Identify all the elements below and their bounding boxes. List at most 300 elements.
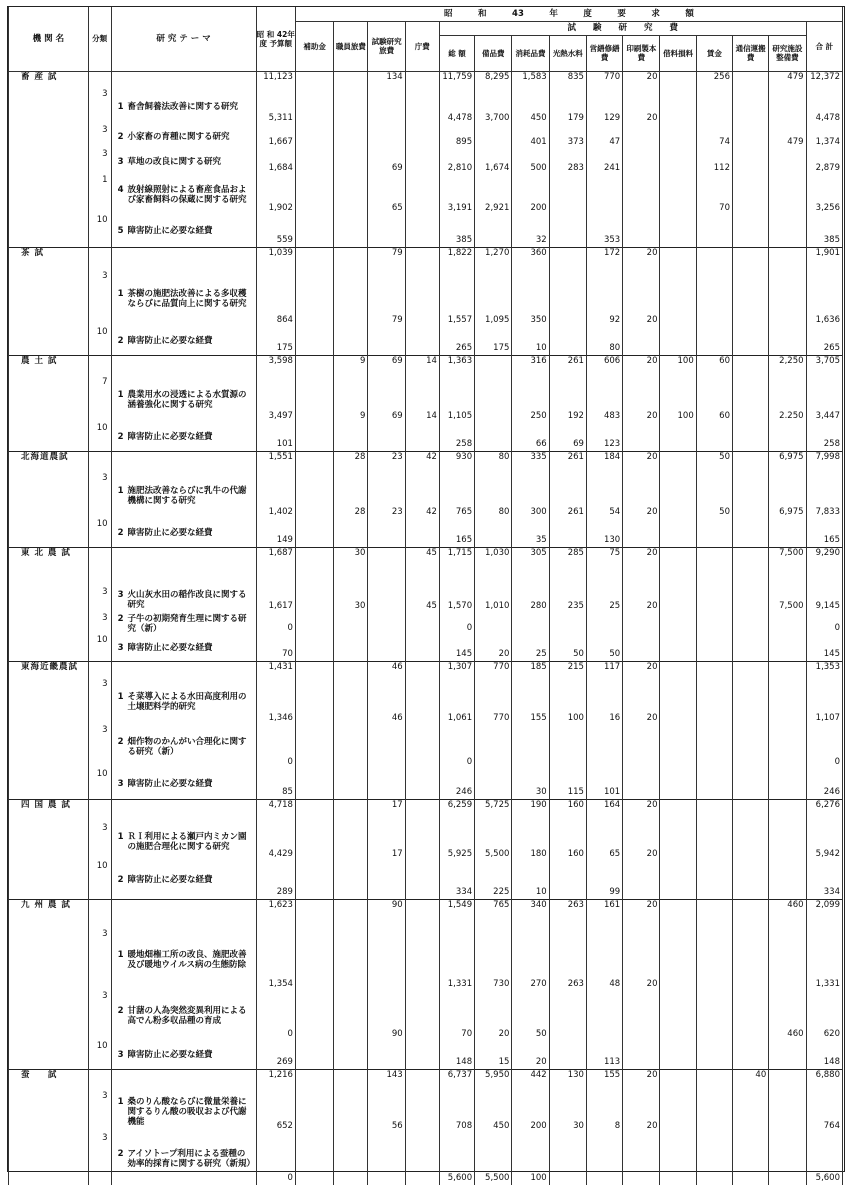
cell-shokuin bbox=[334, 635, 368, 661]
cell-sogaku: 1,822 bbox=[439, 247, 474, 271]
cell-sogaku: 148 bbox=[439, 1041, 474, 1069]
cell-konetsu: 235 bbox=[549, 587, 586, 613]
cell-chohi bbox=[405, 215, 439, 247]
cell-chingin bbox=[696, 327, 732, 355]
cell-shokuin bbox=[334, 725, 368, 769]
cell-tsushin bbox=[732, 355, 768, 377]
theme-row bbox=[9, 149, 843, 175]
cell-tsushin bbox=[732, 613, 768, 635]
cell-hojokin bbox=[295, 175, 333, 215]
theme-row bbox=[9, 991, 843, 1041]
cell-insatsu: 20 bbox=[623, 679, 660, 725]
cell-chohi bbox=[405, 725, 439, 769]
cell-sogaku: 1,307 bbox=[439, 661, 474, 679]
cell-chohi bbox=[405, 769, 439, 799]
cell-chingin bbox=[696, 519, 732, 547]
theme-cell bbox=[111, 215, 256, 247]
theme-row bbox=[9, 1133, 843, 1185]
cell-chohi bbox=[405, 175, 439, 215]
empty-cell bbox=[9, 423, 89, 451]
cell-shisetsu bbox=[769, 327, 806, 355]
cell-yosan: 652 bbox=[256, 1091, 295, 1133]
cell-eizen: 155 bbox=[586, 1069, 622, 1091]
cell-shiken bbox=[368, 327, 405, 355]
cell-shomo bbox=[512, 613, 549, 635]
theme-text: 農業用水の浸透による水質源の涵養強化に関する研究 bbox=[127, 390, 247, 410]
cell-bihin: 770 bbox=[475, 661, 512, 679]
cell-shomo: 180 bbox=[512, 823, 549, 861]
cell-shisetsu: 479 bbox=[769, 125, 806, 149]
theme-cell bbox=[111, 991, 256, 1041]
cell-eizen: 8 bbox=[586, 1091, 622, 1133]
theme-text: 障害防止に必要な経費 bbox=[127, 642, 213, 653]
theme-number: 1 bbox=[117, 692, 124, 702]
cell-shiryo bbox=[660, 451, 696, 473]
cell-konetsu: 100 bbox=[549, 679, 586, 725]
header-shiken-kenkyu: 試験研究旅費 bbox=[368, 21, 405, 71]
institution-total-row bbox=[9, 355, 843, 377]
header-chohi: 庁費 bbox=[405, 21, 439, 71]
theme-cell bbox=[111, 149, 256, 175]
cell-bihin bbox=[475, 377, 512, 423]
theme-text: 畑作物のかんがい合理化に関する研究（新） bbox=[127, 737, 247, 757]
cell-tsushin bbox=[732, 861, 768, 899]
cell-yosan: 1,551 bbox=[256, 451, 295, 473]
cell-gokei: 3,447 bbox=[806, 377, 842, 423]
theme-number: 3 bbox=[117, 157, 124, 167]
cell-sogaku: 6,737 bbox=[439, 1069, 474, 1091]
cell-shokuin: 28 bbox=[334, 473, 368, 519]
cell-chohi bbox=[405, 1133, 439, 1185]
cell-yosan: 3,497 bbox=[256, 377, 295, 423]
cell-yosan: 70 bbox=[256, 635, 295, 661]
cell-shisetsu bbox=[769, 271, 806, 327]
cell-gokei: 9,145 bbox=[806, 587, 842, 613]
cell-shomo bbox=[512, 725, 549, 769]
cell-gokei: 246 bbox=[806, 769, 842, 799]
cell-shomo: 10 bbox=[512, 327, 549, 355]
cell-hojokin bbox=[295, 1133, 333, 1185]
cell-eizen: 161 bbox=[586, 899, 622, 929]
cell-shiken bbox=[368, 423, 405, 451]
cell-sogaku: 6,259 bbox=[439, 799, 474, 823]
bunrui-code: 7 bbox=[88, 377, 111, 423]
cell-eizen: 129 bbox=[586, 89, 622, 125]
cell-tsushin bbox=[732, 327, 768, 355]
cell-chingin: 50 bbox=[696, 451, 732, 473]
bunrui-code: 3 bbox=[88, 271, 111, 327]
cell-konetsu bbox=[549, 215, 586, 247]
cell-shiken: 17 bbox=[368, 823, 405, 861]
cell-shokuin bbox=[334, 89, 368, 125]
cell-tsushin bbox=[732, 215, 768, 247]
cell-insatsu: 20 bbox=[623, 1069, 660, 1091]
cell-tsushin bbox=[732, 175, 768, 215]
cell-chingin bbox=[696, 587, 732, 613]
cell-shiken bbox=[368, 613, 405, 635]
cell-konetsu: 50 bbox=[549, 635, 586, 661]
cell-sogaku: 265 bbox=[439, 327, 474, 355]
cell-gokei: 1,374 bbox=[806, 125, 842, 149]
institution-name: 北海道農試 bbox=[9, 451, 89, 473]
cell-eizen: 130 bbox=[586, 519, 622, 547]
cell-insatsu: 20 bbox=[623, 89, 660, 125]
theme-text: 障害防止に必要な経費 bbox=[127, 225, 213, 236]
cell-shiryo bbox=[660, 929, 696, 991]
cell-tsushin bbox=[732, 271, 768, 327]
cell-shokuin bbox=[334, 175, 368, 215]
cell-yosan: 1,216 bbox=[256, 1069, 295, 1091]
cell-bihin: 5,500 bbox=[475, 823, 512, 861]
institution-name: 九 州 農 試 bbox=[9, 899, 89, 929]
theme-number: 4 bbox=[117, 185, 124, 195]
theme-text: 小家畜の育種に関する研究 bbox=[127, 132, 230, 142]
cell-chohi bbox=[405, 519, 439, 547]
cell-bihin bbox=[475, 215, 512, 247]
cell-bihin: 1,010 bbox=[475, 587, 512, 613]
cell-eizen: 92 bbox=[586, 271, 622, 327]
cell-shomo: 335 bbox=[512, 451, 549, 473]
cell-shomo: 35 bbox=[512, 519, 549, 547]
cell-gokei: 3,256 bbox=[806, 175, 842, 215]
cell-shiryo bbox=[660, 1133, 696, 1185]
theme-row bbox=[9, 587, 843, 613]
empty-cell bbox=[88, 799, 111, 823]
cell-yosan: 4,718 bbox=[256, 799, 295, 823]
cell-insatsu bbox=[623, 327, 660, 355]
theme-cell bbox=[111, 125, 256, 149]
cell-yosan: 1,039 bbox=[256, 247, 295, 271]
cell-shokuin: 9 bbox=[334, 355, 368, 377]
bunrui-code: 3 bbox=[88, 929, 111, 991]
cell-hojokin bbox=[295, 1069, 333, 1091]
cell-gokei: 9,290 bbox=[806, 547, 842, 587]
cell-gokei: 6,880 bbox=[806, 1069, 842, 1091]
cell-bihin: 1,095 bbox=[475, 271, 512, 327]
theme-cell bbox=[111, 377, 256, 423]
cell-hojokin bbox=[295, 149, 333, 175]
cell-shisetsu bbox=[769, 1091, 806, 1133]
cell-chingin bbox=[696, 899, 732, 929]
cell-eizen bbox=[586, 175, 622, 215]
cell-insatsu bbox=[623, 125, 660, 149]
theme-row bbox=[9, 725, 843, 769]
cell-shiken bbox=[368, 769, 405, 799]
cell-yosan: 149 bbox=[256, 519, 295, 547]
cell-chohi: 14 bbox=[405, 355, 439, 377]
header-theme: 研 究 テ ー マ bbox=[111, 7, 256, 71]
cell-chingin bbox=[696, 1091, 732, 1133]
empty-cell bbox=[88, 547, 111, 587]
cell-chohi: 14 bbox=[405, 377, 439, 423]
empty-cell bbox=[9, 725, 89, 769]
cell-sogaku: 1,105 bbox=[439, 377, 474, 423]
cell-insatsu: 20 bbox=[623, 71, 660, 89]
cell-eizen: 117 bbox=[586, 661, 622, 679]
cell-shiryo: 100 bbox=[660, 355, 696, 377]
empty-cell bbox=[9, 679, 89, 725]
cell-insatsu bbox=[623, 519, 660, 547]
cell-shokuin bbox=[334, 861, 368, 899]
cell-konetsu: 215 bbox=[549, 661, 586, 679]
cell-eizen bbox=[586, 613, 622, 635]
theme-number: 2 bbox=[117, 335, 124, 346]
cell-hojokin bbox=[295, 613, 333, 635]
cell-yosan: 0 bbox=[256, 725, 295, 769]
theme-cell bbox=[111, 613, 256, 635]
cell-shiryo bbox=[660, 247, 696, 271]
bunrui-code: 10 bbox=[88, 635, 111, 661]
cell-shiken bbox=[368, 635, 405, 661]
cell-sogaku: 708 bbox=[439, 1091, 474, 1133]
institution-name: 蚕 試 bbox=[9, 1069, 89, 1091]
cell-bihin: 225 bbox=[475, 861, 512, 899]
cell-sogaku: 1,331 bbox=[439, 929, 474, 991]
cell-shisetsu: 460 bbox=[769, 991, 806, 1041]
theme-number: 2 bbox=[117, 874, 124, 885]
cell-shokuin bbox=[334, 1091, 368, 1133]
theme-cell bbox=[111, 423, 256, 451]
cell-chohi bbox=[405, 929, 439, 991]
cell-yosan: 4,429 bbox=[256, 823, 295, 861]
header-bihin: 備品費 bbox=[475, 35, 512, 71]
empty-cell bbox=[9, 175, 89, 215]
theme-cell bbox=[111, 473, 256, 519]
bunrui-code: 3 bbox=[88, 149, 111, 175]
cell-insatsu: 20 bbox=[623, 823, 660, 861]
cell-shokuin: 9 bbox=[334, 377, 368, 423]
bunrui-code: 10 bbox=[88, 215, 111, 247]
header-showa43: 昭 和 43 年 度 要 求 額 bbox=[295, 7, 842, 21]
cell-shiryo bbox=[660, 125, 696, 149]
header-sogaku: 総 額 bbox=[439, 35, 474, 71]
cell-insatsu: 20 bbox=[623, 1091, 660, 1133]
empty-cell bbox=[9, 823, 89, 861]
theme-cell bbox=[111, 769, 256, 799]
theme-text: 子牛の初期発育生理に関する研究（新） bbox=[127, 614, 247, 634]
cell-konetsu bbox=[549, 613, 586, 635]
cell-shiryo bbox=[660, 71, 696, 89]
empty-cell bbox=[9, 271, 89, 327]
cell-sogaku: 1,363 bbox=[439, 355, 474, 377]
cell-eizen bbox=[586, 1133, 622, 1185]
cell-gokei: 764 bbox=[806, 1091, 842, 1133]
cell-sogaku: 895 bbox=[439, 125, 474, 149]
cell-hojokin bbox=[295, 327, 333, 355]
cell-sogaku: 385 bbox=[439, 215, 474, 247]
cell-insatsu: 20 bbox=[623, 247, 660, 271]
bunrui-code: 10 bbox=[88, 423, 111, 451]
header-shiryo: 借料損料 bbox=[660, 35, 696, 71]
cell-shiken: 69 bbox=[368, 355, 405, 377]
cell-bihin bbox=[475, 613, 512, 635]
cell-konetsu: 69 bbox=[549, 423, 586, 451]
cell-hojokin bbox=[295, 519, 333, 547]
empty-cell bbox=[9, 327, 89, 355]
cell-sogaku: 5,925 bbox=[439, 823, 474, 861]
cell-shomo: 500 bbox=[512, 149, 549, 175]
cell-hojokin bbox=[295, 247, 333, 271]
cell-eizen: 48 bbox=[586, 929, 622, 991]
cell-shisetsu bbox=[769, 823, 806, 861]
cell-konetsu bbox=[549, 271, 586, 327]
cell-shomo: 200 bbox=[512, 1091, 549, 1133]
cell-gokei: 7,833 bbox=[806, 473, 842, 519]
cell-chohi bbox=[405, 899, 439, 929]
cell-shomo: 200 bbox=[512, 175, 549, 215]
cell-chohi bbox=[405, 271, 439, 327]
cell-hojokin bbox=[295, 769, 333, 799]
empty-cell bbox=[111, 547, 256, 587]
theme-row bbox=[9, 769, 843, 799]
cell-gokei: 1,353 bbox=[806, 661, 842, 679]
cell-shiryo bbox=[660, 519, 696, 547]
cell-yosan: 559 bbox=[256, 215, 295, 247]
cell-hojokin bbox=[295, 725, 333, 769]
cell-shomo: 155 bbox=[512, 679, 549, 725]
cell-chingin bbox=[696, 679, 732, 725]
cell-shiken: 56 bbox=[368, 1091, 405, 1133]
cell-shiryo bbox=[660, 635, 696, 661]
cell-chohi bbox=[405, 635, 439, 661]
cell-shisetsu bbox=[769, 1069, 806, 1091]
theme-text: アイソトープ利用による蚕種の効率的採育に関する研究（新規） bbox=[127, 1149, 256, 1169]
theme-number: 1 bbox=[117, 486, 124, 496]
empty-cell bbox=[111, 355, 256, 377]
cell-tsushin bbox=[732, 679, 768, 725]
theme-row bbox=[9, 423, 843, 451]
cell-shiryo bbox=[660, 991, 696, 1041]
theme-number: 5 bbox=[117, 225, 124, 236]
cell-shiryo bbox=[660, 327, 696, 355]
cell-chingin bbox=[696, 423, 732, 451]
cell-shisetsu bbox=[769, 769, 806, 799]
cell-gokei: 2,099 bbox=[806, 899, 842, 929]
cell-konetsu: 179 bbox=[549, 89, 586, 125]
theme-number: 3 bbox=[117, 642, 124, 653]
cell-chingin bbox=[696, 1069, 732, 1091]
bunrui-code: 3 bbox=[88, 125, 111, 149]
header-shokuin: 職員旅費 bbox=[334, 21, 368, 71]
cell-shiryo bbox=[660, 899, 696, 929]
cell-shisetsu: 7,500 bbox=[769, 587, 806, 613]
cell-yosan: 864 bbox=[256, 271, 295, 327]
theme-number: 2 bbox=[117, 527, 124, 538]
cell-shiryo bbox=[660, 661, 696, 679]
theme-text: ＲＩ利用による瀬戸内ミカン園の施肥合理化に関する研究 bbox=[127, 832, 247, 852]
cell-eizen: 50 bbox=[586, 635, 622, 661]
cell-insatsu bbox=[623, 861, 660, 899]
cell-konetsu: 263 bbox=[549, 899, 586, 929]
cell-konetsu bbox=[549, 519, 586, 547]
cell-chingin bbox=[696, 271, 732, 327]
cell-tsushin bbox=[732, 547, 768, 587]
cell-shisetsu: 479 bbox=[769, 71, 806, 89]
cell-bihin bbox=[475, 125, 512, 149]
cell-tsushin bbox=[732, 899, 768, 929]
cell-chohi bbox=[405, 1091, 439, 1133]
cell-gokei: 6,276 bbox=[806, 799, 842, 823]
cell-yosan: 0 bbox=[256, 613, 295, 635]
empty-cell bbox=[111, 247, 256, 271]
cell-bihin bbox=[475, 355, 512, 377]
cell-shokuin bbox=[334, 327, 368, 355]
cell-yosan: 1,617 bbox=[256, 587, 295, 613]
cell-yosan: 1,402 bbox=[256, 473, 295, 519]
cell-chingin: 70 bbox=[696, 175, 732, 215]
cell-insatsu: 20 bbox=[623, 547, 660, 587]
cell-yosan: 1,431 bbox=[256, 661, 295, 679]
cell-insatsu: 20 bbox=[623, 451, 660, 473]
cell-shokuin bbox=[334, 423, 368, 451]
cell-konetsu: 261 bbox=[549, 355, 586, 377]
cell-sogaku: 70 bbox=[439, 991, 474, 1041]
cell-shisetsu bbox=[769, 613, 806, 635]
cell-shokuin bbox=[334, 769, 368, 799]
cell-chingin bbox=[696, 725, 732, 769]
cell-shokuin bbox=[334, 519, 368, 547]
theme-text: そ菜導入による水田高度利用の土壌肥料学的研究 bbox=[127, 692, 247, 712]
theme-text: 障害防止に必要な経費 bbox=[127, 778, 213, 789]
cell-shiryo bbox=[660, 769, 696, 799]
cell-hojokin bbox=[295, 823, 333, 861]
cell-bihin: 15 bbox=[475, 1041, 512, 1069]
cell-konetsu bbox=[549, 991, 586, 1041]
theme-row bbox=[9, 1041, 843, 1069]
cell-shiken: 46 bbox=[368, 661, 405, 679]
cell-bihin: 20 bbox=[475, 635, 512, 661]
cell-shiryo bbox=[660, 799, 696, 823]
theme-row bbox=[9, 679, 843, 725]
cell-chohi bbox=[405, 71, 439, 89]
cell-sogaku: 258 bbox=[439, 423, 474, 451]
institution-name: 東海近畿農試 bbox=[9, 661, 89, 679]
cell-gokei: 334 bbox=[806, 861, 842, 899]
cell-shokuin bbox=[334, 247, 368, 271]
cell-eizen: 99 bbox=[586, 861, 622, 899]
cell-shisetsu bbox=[769, 725, 806, 769]
institution-name: 東 北 農 試 bbox=[9, 547, 89, 587]
cell-konetsu bbox=[549, 247, 586, 271]
theme-row bbox=[9, 175, 843, 215]
cell-eizen: 47 bbox=[586, 125, 622, 149]
cell-insatsu bbox=[623, 1041, 660, 1069]
empty-cell bbox=[111, 799, 256, 823]
cell-tsushin bbox=[732, 473, 768, 519]
cell-bihin: 175 bbox=[475, 327, 512, 355]
cell-hojokin bbox=[295, 271, 333, 327]
cell-chingin bbox=[696, 861, 732, 899]
bunrui-code: 3 bbox=[88, 823, 111, 861]
cell-bihin: 5,725 bbox=[475, 799, 512, 823]
cell-shiken: 23 bbox=[368, 473, 405, 519]
cell-yosan: 1,902 bbox=[256, 175, 295, 215]
cell-bihin: 1,674 bbox=[475, 149, 512, 175]
theme-number: 2 bbox=[117, 737, 124, 747]
header-bunrui: 分類 bbox=[88, 7, 111, 71]
cell-konetsu bbox=[549, 861, 586, 899]
cell-insatsu: 20 bbox=[623, 899, 660, 929]
cell-hojokin bbox=[295, 473, 333, 519]
cell-shomo: 190 bbox=[512, 799, 549, 823]
theme-row bbox=[9, 823, 843, 861]
header-shisetsu: 研究施設整備費 bbox=[769, 35, 806, 71]
cell-konetsu bbox=[549, 1133, 586, 1185]
theme-number: 2 bbox=[117, 1006, 124, 1016]
cell-shisetsu bbox=[769, 149, 806, 175]
theme-text: 暖地畑権工所の改良、施肥改善及び暖地ウイルス病の生態防除 bbox=[127, 950, 247, 970]
cell-chohi bbox=[405, 1041, 439, 1069]
